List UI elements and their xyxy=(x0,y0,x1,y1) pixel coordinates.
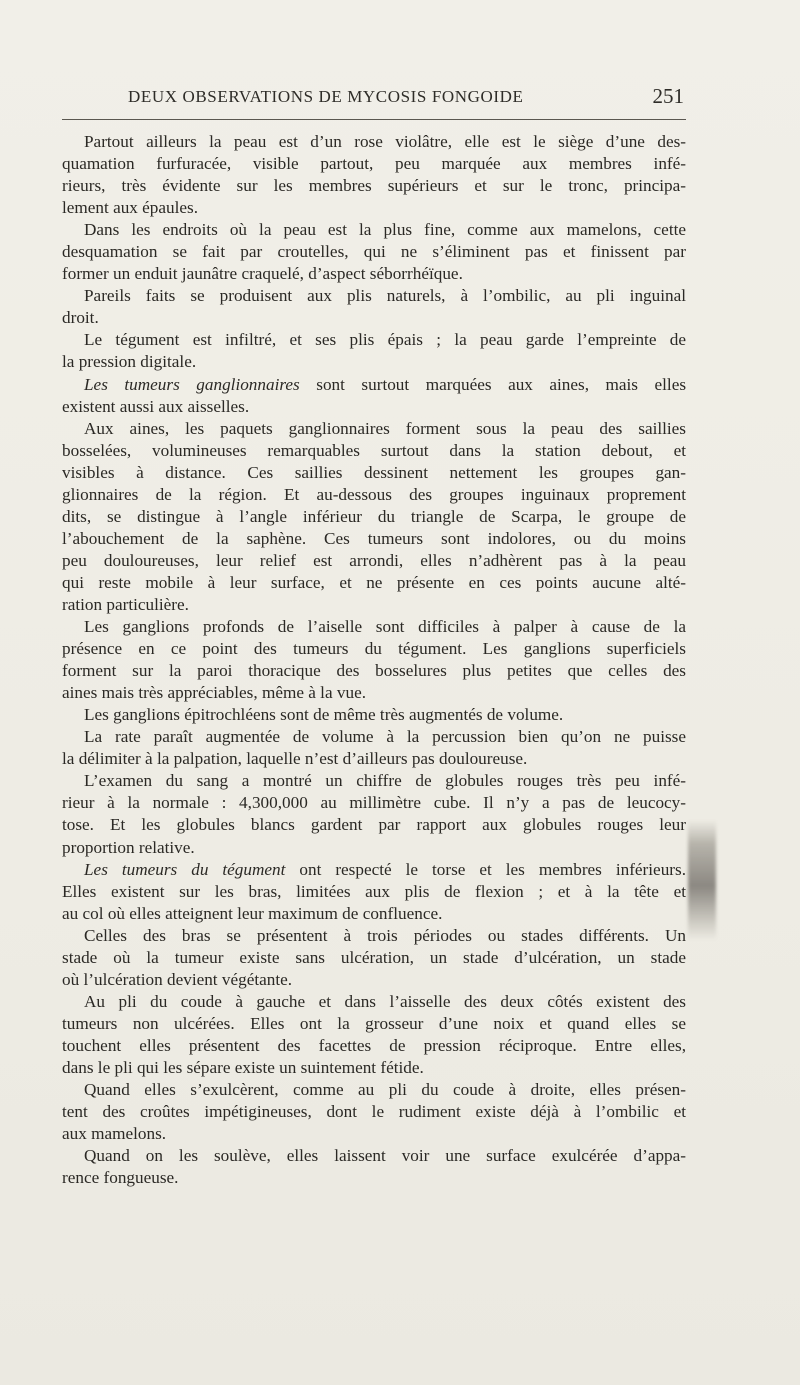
text-line xyxy=(62,859,686,881)
text-line: tumeurs non ulcérées. Elles ont la grosseur d’une noix et quand elles se xyxy=(62,1013,686,1033)
text-line: au col où elles atteignent leur maximum de confluence. xyxy=(62,903,443,923)
paragraph xyxy=(62,726,686,770)
text-line: touchent elles présentent des facettes de pression réciproque. Entre elles, xyxy=(62,1035,686,1055)
text-line: peu douloureuses, leur relief est arrondi, elles n’adhèrent pas à la peau xyxy=(62,550,686,570)
text-line: dits, se distingue à l’angle inférieur du triangle de Scarpa, le groupe de xyxy=(62,506,686,526)
text-line: stade où la tumeur existe sans ulcération, un stade d’ulcération, un stade xyxy=(62,947,686,967)
paragraph xyxy=(62,1079,686,1145)
text-line: Les ganglions profonds de l’aiselle sont difficiles à palper à cause de la xyxy=(84,617,686,637)
paragraph xyxy=(62,329,686,373)
text-line: tose. Et les globules blancs gardent par rapport aux globules rouges leur xyxy=(62,815,686,835)
text-line: Partout ailleurs la peau est d’un rose violâtre, elle est le siège d’une des- xyxy=(84,132,686,151)
text-line: Quand on les soulève, elles laissent voir une surface exulcérée d’appa- xyxy=(84,1146,686,1166)
text-line: rence fongueuse. xyxy=(62,1168,179,1188)
text-line: tent des croûtes impétigineuses, dont le rudiment existe déjà à l’ombilic et xyxy=(62,1102,686,1122)
text-line: qui reste mobile à leur surface, et ne présente en ces points aucune alté- xyxy=(62,572,686,592)
text-line: bosselées, volumineuses remarquables surtout dans la station debout, et xyxy=(62,440,686,460)
lead-rest: sont surtout marquées aux aines, mais elles xyxy=(299,374,687,394)
paragraph xyxy=(62,770,686,858)
text-line: la pression digitale. xyxy=(62,352,197,372)
paragraph xyxy=(62,1145,686,1189)
text-line: où l’ulcération devient végétante. xyxy=(62,969,293,989)
text-line: visibles à distance. Ces saillies dessinent nettement les groupes gan- xyxy=(62,462,686,482)
text-line: la délimiter à la palpation, laquelle n’est d’ailleurs pas douloureuse. xyxy=(62,749,528,769)
text-line: desquamation se fait par croutelles, qui ne s’éliminent pas et finissent par xyxy=(62,242,686,262)
italic-lead: Les tumeurs ganglionnaires xyxy=(84,374,300,394)
text-line: quamation furfuracée, visible partout, peu marquée aux membres infé- xyxy=(62,154,686,174)
page-number: 251 xyxy=(652,84,684,108)
text-line: La rate paraît augmentée de volume à la percussion bien qu’on ne puisse xyxy=(84,727,686,747)
text-line: Elles existent sur les bras, limitées aux plis de flexion ; et à la tête et xyxy=(62,881,686,901)
text-line: Aux aines, les paquets ganglionnaires forment sous la peau des saillies xyxy=(84,418,686,438)
paragraph xyxy=(62,374,686,418)
paragraph xyxy=(62,859,686,925)
text-line: proportion relative. xyxy=(62,837,195,857)
text-line: Les ganglions épitrochléens sont de même très augmentés de volume. xyxy=(84,705,564,725)
text-line: Au pli du coude à gauche et dans l’aisselle des deux côtés existent des xyxy=(84,991,686,1011)
text-line: L’examen du sang a montré un chiffre de globules rouges très peu infé- xyxy=(84,771,686,791)
page-header xyxy=(128,84,684,114)
text-line: existent aussi aux aisselles. xyxy=(62,396,250,416)
text-line: ration particulière. xyxy=(62,594,189,614)
text-line: aines mais très appréciables, même à la vue. xyxy=(62,683,366,703)
italic-lead: Les tumeurs du tégument xyxy=(84,859,286,879)
text-line: glionnaires de la région. Et au-dessous des groupes inguinaux proprement xyxy=(62,484,686,504)
text-line: forment sur la paroi thoracique des bosselures plus petites que celles des xyxy=(62,661,686,681)
running-title: DEUX OBSERVATIONS DE MYCOSIS FONGOIDE xyxy=(128,87,524,106)
paragraph xyxy=(62,131,686,219)
paragraph xyxy=(62,925,686,991)
body-text xyxy=(62,131,686,1189)
text-line: Le tégument est infiltré, et ses plis épais ; la peau garde l’empreinte de xyxy=(84,330,686,350)
paragraph xyxy=(62,219,686,285)
text-line xyxy=(62,374,686,396)
header-rule xyxy=(62,119,686,120)
text-line: droit. xyxy=(62,308,99,328)
paragraph xyxy=(62,616,686,704)
text-line: Dans les endroits où la peau est la plus fine, comme aux mamelons, cette xyxy=(84,220,686,240)
text-line: Quand elles s’exulcèrent, comme au pli du coude à droite, elles présen- xyxy=(84,1080,686,1100)
text-line: Celles des bras se présentent à trois périodes ou stades différents. Un xyxy=(84,925,686,945)
paragraph xyxy=(62,418,686,616)
text-line: aux mamelons. xyxy=(62,1124,167,1144)
text-line: Pareils faits se produisent aux plis naturels, à l’ombilic, au pli inguinal xyxy=(84,286,686,306)
text-line: former un enduit jaunâtre craquelé, d’aspect séborrhéïque. xyxy=(62,264,463,284)
paragraph xyxy=(62,704,686,726)
text-line: l’abouchement de la saphène. Ces tumeurs sont indolores, ou du moins xyxy=(62,528,686,548)
paragraph xyxy=(62,285,686,329)
lead-rest: ont respecté le torse et les membres inférieurs. xyxy=(285,859,686,879)
text-line: lement aux épaules. xyxy=(62,198,199,218)
text-line: dans le pli qui les sépare existe un suintement fétide. xyxy=(62,1057,424,1077)
margin-smudge xyxy=(688,820,716,940)
text-line: rieur à la normale : 4,300,000 au millimètre cube. Il n’y a pas de leucocy- xyxy=(62,793,686,813)
paragraph xyxy=(62,991,686,1079)
text-line: rieurs, très évidente sur les membres supérieurs et sur le tronc, principa- xyxy=(62,176,686,196)
text-line: présence en ce point des tumeurs du tégument. Les ganglions superficiels xyxy=(62,639,686,659)
